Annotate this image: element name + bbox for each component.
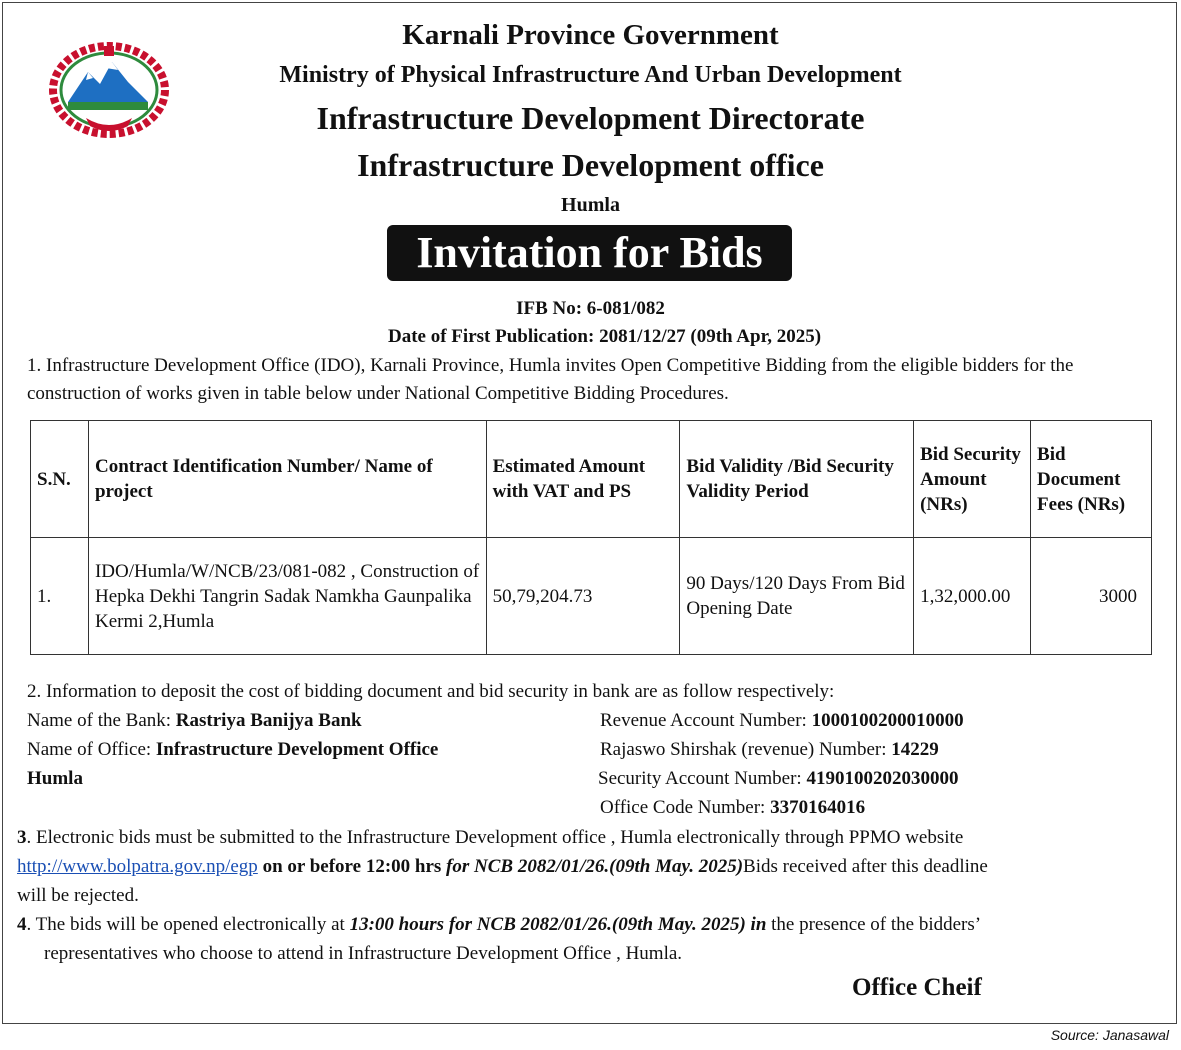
paragraph-3-line-2	[17, 853, 988, 881]
cell-sn: 1.	[31, 538, 89, 655]
paragraph-3-line-3: will be rejected.	[17, 885, 139, 906]
signature-office-chief: Office Cheif	[852, 974, 982, 1001]
bids-table	[30, 420, 1152, 655]
header-line-4: Infrastructure Development office	[357, 147, 824, 183]
header-fees: Bid Document Fees (NRs)	[1031, 421, 1152, 538]
revenue-account-value: 1000100200010000	[811, 710, 964, 731]
bolpatra-link[interactable]: http://www.bolpatra.gov.np/egp	[17, 856, 258, 877]
paragraph-3-text-2: Bids received after this deadline	[743, 856, 988, 877]
header-estimated: Estimated Amount with VAT and PS	[486, 421, 680, 538]
notice-title: Invitation for Bids	[387, 225, 792, 281]
office-name-line	[27, 736, 438, 764]
cell-security: 1,32,000.00	[914, 538, 1031, 655]
header-line-3: Infrastructure Development Directorate	[316, 100, 865, 136]
office-name-value: Infrastructure Development Office	[155, 739, 439, 760]
header-contract: Contract Identification Number/ Name of project	[88, 421, 486, 538]
cell-estimated: 50,79,204.73	[486, 538, 680, 655]
header-line-2: Ministry of Physical Infrastructure And Urban Development	[279, 62, 902, 88]
header-validity: Bid Validity /Bid Security Validity Period	[680, 421, 914, 538]
security-account-label: Security Account Number:	[598, 768, 807, 789]
paragraph-3-number: 3	[17, 827, 27, 848]
paragraph-4-text-1: . The bids will be opened electronically at	[26, 914, 350, 935]
ifb-number: IFB No: 6-081/082	[516, 298, 665, 319]
rajaswo-line	[600, 736, 939, 764]
paragraph-1: 1. Infrastructure Development Office (IDO), Karnali Province, Humla invites Open Competitive Bidding from the eligible bidders for the construction of works given in table below under National Competitive Bidding Procedures.	[27, 355, 1074, 404]
table-row	[31, 538, 1152, 655]
office-name-value-2: Humla	[27, 768, 83, 789]
paragraph-2-intro: 2. Information to deposit the cost of bidding document and bid security in bank are as follow respectively:	[27, 681, 835, 702]
office-name-label: Name of Office:	[27, 739, 156, 760]
paragraph-3-deadline: for NCB 2082/01/26.(09th May. 2025)	[446, 856, 744, 877]
revenue-account-line	[600, 707, 964, 735]
cell-contract: IDO/Humla/W/NCB/23/081-082 , Construction of Hepka Dekhi Tangrin Sadak Namkha Gaunpalika Kermi 2,Humla	[88, 538, 486, 655]
office-code-label: Office Code Number:	[600, 797, 771, 818]
security-account-value: 4190100202030000	[806, 768, 959, 789]
office-code-line	[600, 794, 865, 822]
publication-date: Date of First Publication: 2081/12/27 (09th Apr, 2025)	[388, 326, 822, 347]
bank-name-value: Rastriya Banijya Bank	[175, 710, 362, 731]
revenue-account-label: Revenue Account Number:	[600, 710, 812, 731]
header-security: Bid Security Amount (NRs)	[914, 421, 1031, 538]
paragraph-4-number: 4	[17, 914, 27, 935]
paragraph-4-line-1	[17, 911, 981, 939]
office-code-value: 3370164016	[770, 797, 866, 818]
paragraph-3-text-1: . Electronic bids must be submitted to the Infrastructure Development office , Humla electronically through PPMO website	[26, 827, 964, 848]
cell-validity: 90 Days/120 Days From Bid Opening Date	[680, 538, 914, 655]
paragraph-4-line-2: representatives who choose to attend in Infrastructure Development Office , Humla.	[44, 943, 683, 964]
source-credit: Source: Janasawal	[1050, 1027, 1169, 1043]
header-sn: S.N.	[31, 421, 89, 538]
header-line-5: Humla	[561, 194, 620, 216]
paragraph-4-opening-time: 13:00 hours for NCB 2082/01/26.(09th May. 2025) in	[349, 914, 767, 935]
bank-name-line	[27, 707, 362, 735]
security-account-line	[598, 765, 958, 793]
paragraph-4-text-2: the presence of the bidders’	[766, 914, 982, 935]
bank-name-label: Name of the Bank:	[27, 710, 176, 731]
header-line-1: Karnali Province Government	[402, 19, 779, 51]
paragraph-3-line-1	[17, 824, 963, 852]
rajaswo-value: 14229	[891, 739, 939, 760]
table-header-row	[31, 421, 1152, 538]
rajaswo-label: Rajaswo Shirshak (revenue) Number:	[600, 739, 892, 760]
cell-fees: 3000	[1031, 538, 1152, 655]
paragraph-3-bold: on or before 12:00 hrs	[257, 856, 447, 877]
